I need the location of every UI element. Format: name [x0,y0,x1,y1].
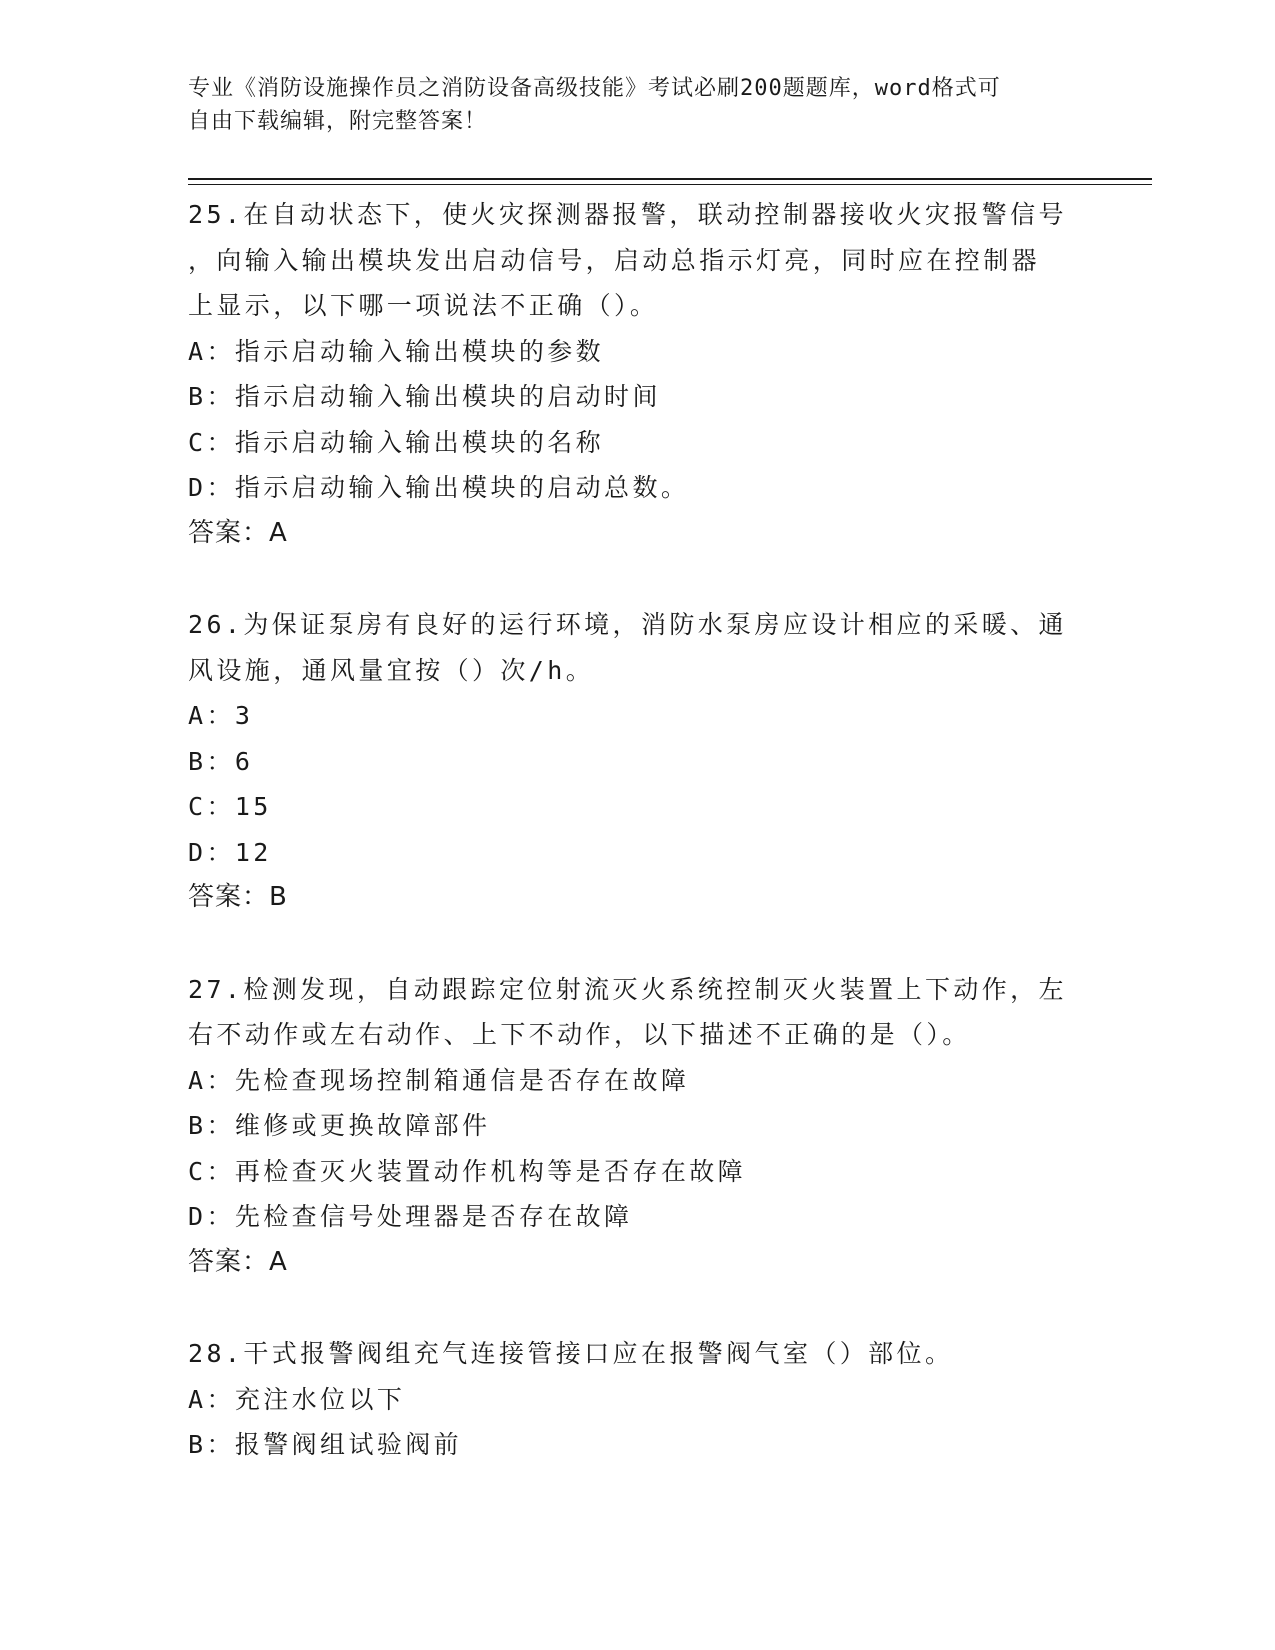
question-stem-line: 风设施，通风量宜按（）次/h。 [188,655,595,685]
question-stem-line: ，向输入输出模块发出启动信号，启动总指示灯亮，同时应在控制器 [188,245,1041,275]
option-b: B：维修或更换故障部件 [188,1111,491,1140]
document-header [188,72,1088,138]
header-divider-thin [188,184,1152,185]
option-a: A：先检查现场控制箱通信是否存在故障 [188,1065,690,1095]
question-28 [188,1331,1088,1468]
question-stem-line: 27.检测发现，自动跟踪定位射流灭火系统控制灭火装置上下动作，左 [188,974,1067,1004]
header-line-1: 专业《消防设施操作员之消防设备高级技能》考试必刷200题题库，word格式可 [188,76,1001,101]
question-stem-line: 上显示，以下哪一项说法不正确（）。 [188,291,659,320]
answer: 答案：B [188,882,288,912]
option-b: B：报警阀组试验阀前 [188,1430,463,1459]
option-c: C：再检查灭火装置动作机构等是否存在故障 [188,1156,747,1186]
question-stem-line: 28.干式报警阀组充气连接管接口应在报警阀气室（）部位。 [188,1339,954,1368]
option-a: A：指示启动输入输出模块的参数 [188,336,605,366]
header-line-2: 自由下载编辑，附完整答案！ [188,109,488,134]
question-stem-line: 25.在自动状态下，使火灾探测器报警，联动控制器接收火灾报警信号 [188,200,1067,229]
option-d: D：12 [188,837,272,867]
option-c: C：15 [188,792,272,821]
answer: 答案：A [188,1246,288,1277]
answer: 答案：A [188,517,288,548]
option-b: B：指示启动输入输出模块的启动时间 [188,382,661,411]
question-stem-line: 26.为保证泵房有良好的运行环境，消防水泵房应设计相应的采暖、通 [188,610,1067,639]
question-stem-line: 右不动作或左右动作、上下不动作，以下描述不正确的是（）。 [188,1020,971,1049]
option-d: D：先检查信号处理器是否存在故障 [188,1202,633,1231]
option-c: C：指示启动输入输出模块的名称 [188,427,605,457]
header-divider-thick [188,178,1152,180]
option-b: B：6 [188,746,254,776]
option-a: A：3 [188,701,254,730]
option-a: A：充注水位以下 [188,1384,406,1414]
question-26 [188,602,1088,921]
question-25 [188,192,1088,556]
question-27 [188,967,1088,1286]
question-list [188,192,1088,1514]
option-d: D：指示启动输入输出模块的启动总数。 [188,473,690,502]
